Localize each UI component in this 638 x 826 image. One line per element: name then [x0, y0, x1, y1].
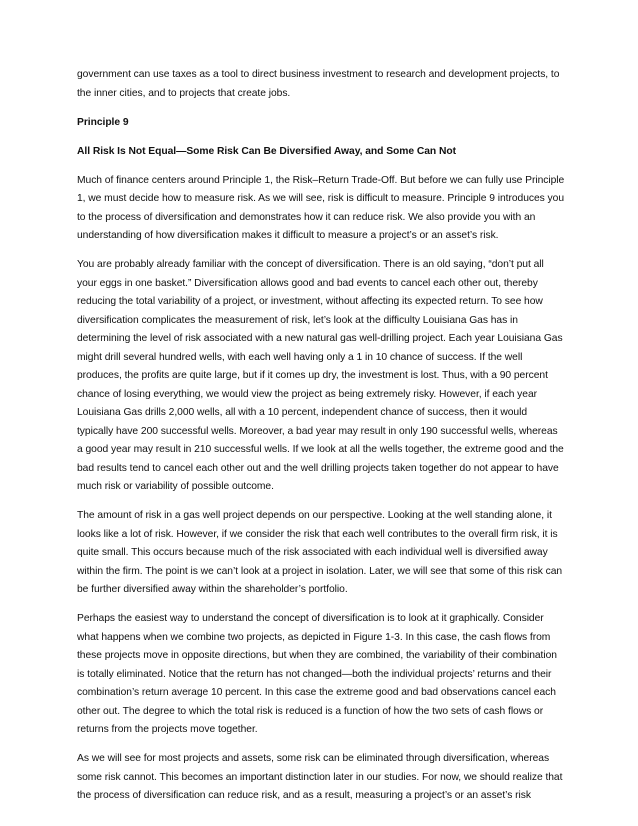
intro-paragraph: government can use taxes as a tool to direct business investment to research and development projects, to the inner cities, and to projects that create jobs.	[77, 69, 560, 99]
body-paragraph: Much of finance centers around Principle 1, the Risk–Return Trade-Off. But before we can fully use Principle 1, we must decide how to measure risk. As we will see, risk is difficult to measure. Principle 9 introduces you to the process of diversification and demonstrates how it can reduce risk. We also provide you with an understanding of how diversification makes it difficult to measure a project’s or an asset’s risk.	[77, 174, 565, 241]
principle-title: All Risk Is Not Equal—Some Risk Can Be Diversified Away, and Some Can Not	[77, 145, 456, 157]
document-page	[77, 66, 565, 816]
body-paragraph: The amount of risk in a gas well project depends on our perspective. Looking at the well standing alone, it looks like a lot of risk. However, if we consider the risk that each well contributes to the overall firm risk, it is quite small. This occurs because much of the risk associated with each individual well is diversified away within the firm. The point is we can’t look at a project in isolation. Later, we will see that some of this risk can be further diversified away within the shareholder’s portfolio.	[77, 510, 563, 595]
principle-label: Principle 9	[77, 116, 129, 128]
body-paragraph: You are probably already familiar with the concept of diversification. There is an old saying, “don’t put all your eggs in one basket.” Diversification allows good and bad events to cancel each other out, thereby reducing the total variability of a project, or investment, without affecting its expected return. To see how diversification complicates the measurement of risk, let’s look at the difficulty Louisiana Gas has in determining the level of risk associated with a new natural gas well-drilling project. Each year Louisiana Gas might drill several hundred wells, with each well having only a 1 in 10 chance of success. If the well produces, the profits are quite large, but if it comes up dry, the investment is lost. Thus, with a 90 percent chance of losing everything, we would view the project as being extremely risky. However, if each year Louisiana Gas drills 2,000 wells, all with a 10 percent, independent chance of success, then it would typically have 200 successful wells. Moreover, a bad year may result in only 190 successful wells, whereas a good year may result in 210 successful wells. If we look at all the wells together, the extreme good and the bad results tend to cancel each other out and the well drilling projects taken together do not appear to have much risk or variability of possible outcome.	[77, 259, 564, 492]
body-paragraph: Perhaps the easiest way to understand the concept of diversification is to look at it graphically. Consider what happens when we combine two projects, as depicted in Figure 1-3. In this case, the cash flows from these projects move in opposite directions, but when they are combined, the variability of their combination is totally eliminated. Notice that the return has not changed—both the individual projects’ returns and their combination’s return average 10 percent. In this case the extreme good and bad observations cancel each other out. The degree to which the total risk is reduced is a function of how the two sets of cash flows or returns from the projects move together.	[77, 613, 557, 735]
body-paragraph: As we will see for most projects and assets, some risk can be eliminated through diversification, whereas some risk cannot. This becomes an important distinction later in our studies. For now, we should realize that the process of diversification can reduce risk, and as a result, measuring a project’s or an asset’s risk	[77, 753, 563, 801]
